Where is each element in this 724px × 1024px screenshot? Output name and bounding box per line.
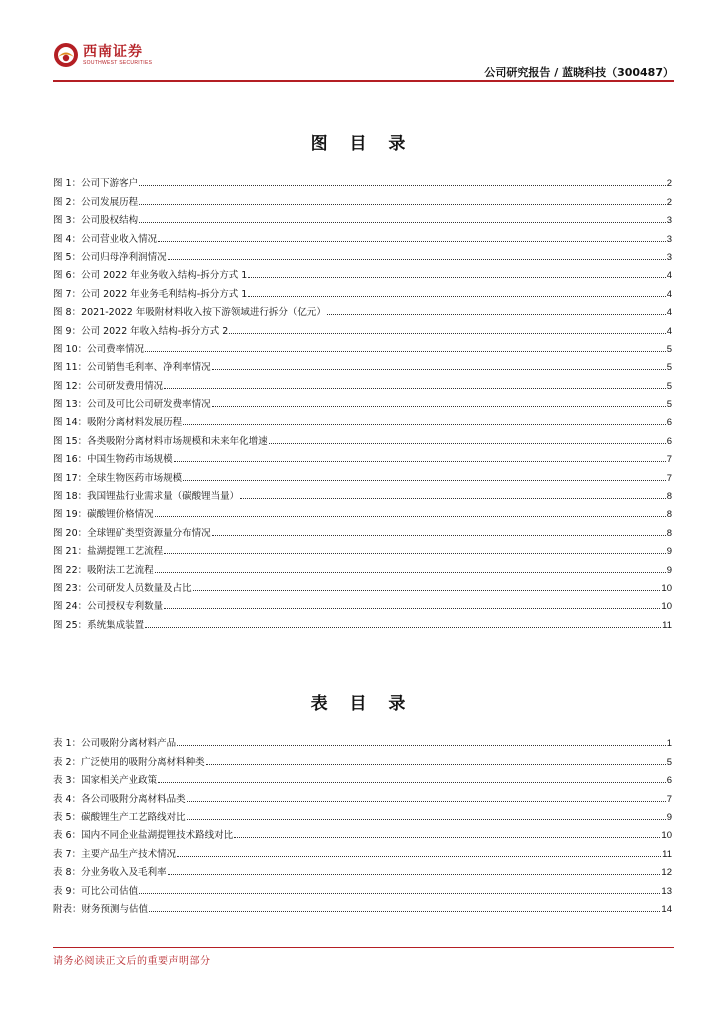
toc-page-number[interactable]: 8 xyxy=(666,527,672,539)
toc-page-number[interactable]: 9 xyxy=(666,811,672,823)
figure-index-entry[interactable] xyxy=(53,410,672,428)
toc-page-number[interactable]: 4 xyxy=(666,307,672,319)
toc-page-number[interactable]: 3 xyxy=(666,233,672,245)
toc-entry-label[interactable]: 表 1：公司吸附分离材料产品 xyxy=(53,738,177,750)
toc-page-number[interactable]: 10 xyxy=(661,582,672,594)
toc-page-number[interactable]: 4 xyxy=(666,288,672,300)
toc-entry-label[interactable]: 图 4：公司营业收入情况 xyxy=(53,233,158,245)
table-index-entry[interactable] xyxy=(53,878,672,896)
toc-entry-label[interactable]: 表 4：各公司吸附分离材料品类 xyxy=(53,793,186,805)
toc-page-number[interactable]: 7 xyxy=(666,472,672,484)
toc-page-number[interactable]: 6 xyxy=(666,417,672,429)
toc-page-number[interactable]: 4 xyxy=(666,270,672,282)
toc-entry-label[interactable]: 图 12：公司研发费用情况 xyxy=(53,380,164,392)
toc-dot-leader xyxy=(139,185,666,186)
brand-name-en: SOUTHWEST SECURITIES xyxy=(83,59,153,66)
toc-page-number[interactable]: 12 xyxy=(661,867,672,879)
toc-dot-leader xyxy=(193,590,661,591)
toc-page-number[interactable]: 9 xyxy=(666,564,672,576)
toc-page-number[interactable]: 5 xyxy=(666,399,672,411)
brand-logo-icon xyxy=(53,42,79,68)
toc-dot-leader xyxy=(177,856,661,857)
toc-dot-leader xyxy=(206,764,666,765)
toc-dot-leader xyxy=(212,535,666,536)
toc-dot-leader xyxy=(177,745,666,746)
figure-index-title: 图 目 录 xyxy=(310,134,414,154)
toc-entry-label[interactable]: 表 3：国家相关产业政策 xyxy=(53,775,158,787)
toc-entry-label[interactable]: 图 25：系统集成装置 xyxy=(53,619,145,631)
toc-entry-label[interactable]: 图 19：碳酸锂价格情况 xyxy=(53,509,154,521)
toc-page-number[interactable]: 6 xyxy=(666,775,672,787)
toc-entry-label[interactable]: 图 17：全球生物医药市场规模 xyxy=(53,472,183,484)
figure-index-entry[interactable] xyxy=(53,465,672,483)
toc-page-number[interactable]: 1 xyxy=(666,738,672,750)
toc-entry-label[interactable]: 图 9：公司 2022 年收入结构-拆分方式 2 xyxy=(53,325,229,337)
toc-page-number[interactable]: 14 xyxy=(661,903,672,915)
toc-dot-leader xyxy=(139,204,666,205)
table-index-entry[interactable] xyxy=(53,786,672,804)
table-index-entry[interactable] xyxy=(53,749,672,767)
toc-entry-label[interactable]: 图 11：公司销售毛利率、净利率情况 xyxy=(53,362,211,374)
toc-dot-leader xyxy=(158,241,666,242)
toc-dot-leader xyxy=(187,801,666,802)
toc-page-number[interactable]: 13 xyxy=(661,885,672,897)
toc-dot-leader xyxy=(164,388,666,389)
figure-index-entry[interactable] xyxy=(53,502,672,520)
toc-page-number[interactable]: 5 xyxy=(666,362,672,374)
toc-entry-label[interactable]: 图 15：各类吸附分离材料市场规模和未来年化增速 xyxy=(53,435,268,447)
toc-dot-leader xyxy=(168,259,666,260)
toc-entry-label[interactable]: 图 7：公司 2022 年业务毛利结构-拆分方式 1 xyxy=(53,288,248,300)
figure-index-entry[interactable] xyxy=(53,245,672,263)
toc-dot-leader xyxy=(139,893,660,894)
toc-entry-label[interactable]: 图 24：公司授权专利数量 xyxy=(53,601,164,613)
toc-dot-leader xyxy=(149,911,660,912)
toc-page-number[interactable]: 8 xyxy=(666,509,672,521)
toc-entry-label[interactable]: 图 2：公司发展历程 xyxy=(53,196,139,208)
toc-entry-label[interactable]: 表 7：主要产品生产技术情况 xyxy=(53,848,177,860)
toc-page-number[interactable]: 4 xyxy=(666,325,672,337)
figure-index-entry[interactable] xyxy=(53,171,672,189)
toc-dot-leader xyxy=(229,333,665,334)
toc-entry-label[interactable]: 图 13：公司及可比公司研发费率情况 xyxy=(53,399,211,411)
toc-dot-leader xyxy=(248,296,665,297)
figure-index-list xyxy=(53,171,672,631)
figure-index-entry[interactable] xyxy=(53,226,672,244)
toc-page-number[interactable]: 7 xyxy=(666,454,672,466)
toc-dot-leader xyxy=(212,369,666,370)
table-index-title: 表 目 录 xyxy=(310,694,414,714)
toc-page-number[interactable]: 6 xyxy=(666,435,672,447)
figure-index-entry[interactable] xyxy=(53,594,672,612)
toc-entry-label[interactable]: 图 6：公司 2022 年业务收入结构-拆分方式 1 xyxy=(53,270,248,282)
toc-dot-leader xyxy=(145,627,661,628)
figure-index-entry[interactable] xyxy=(53,392,672,410)
table-index-entry[interactable] xyxy=(53,897,672,915)
toc-entry-label[interactable]: 图 14：吸附分离材料发展历程 xyxy=(53,417,183,429)
page-header xyxy=(53,40,674,82)
toc-entry-label[interactable]: 表 5：碳酸锂生产工艺路线对比 xyxy=(53,811,186,823)
toc-entry-label[interactable]: 图 23：公司研发人员数量及占比 xyxy=(53,582,192,594)
toc-entry-label[interactable]: 表 9：可比公司估值 xyxy=(53,885,139,897)
toc-page-number[interactable]: 3 xyxy=(666,215,672,227)
toc-entry-label[interactable]: 图 10：公司费率情况 xyxy=(53,343,145,355)
toc-dot-leader xyxy=(183,480,666,481)
toc-dot-leader xyxy=(327,314,666,315)
toc-page-number[interactable]: 10 xyxy=(661,601,672,613)
toc-entry-label[interactable]: 图 22：吸附法工艺流程 xyxy=(53,564,154,576)
brand-logo xyxy=(53,42,152,68)
figure-index-entry[interactable] xyxy=(53,612,672,630)
figure-index-entry[interactable] xyxy=(53,189,672,207)
figure-index-entry[interactable] xyxy=(53,281,672,299)
toc-entry-label[interactable]: 图 18：我国锂盐行业需求量（碳酸锂当量） xyxy=(53,491,240,503)
figure-index-entry[interactable] xyxy=(53,318,672,336)
figure-index-entry[interactable] xyxy=(53,208,672,226)
toc-dot-leader xyxy=(164,608,660,609)
toc-page-number[interactable]: 7 xyxy=(666,793,672,805)
toc-dot-leader xyxy=(145,351,666,352)
toc-dot-leader xyxy=(174,461,666,462)
figure-index-entry[interactable] xyxy=(53,263,672,281)
figure-index-entry[interactable] xyxy=(53,557,672,575)
toc-dot-leader xyxy=(248,277,665,278)
toc-entry-label[interactable]: 表 6：国内不同企业盐湖提锂技术路线对比 xyxy=(53,830,234,842)
table-index-entry[interactable] xyxy=(53,860,672,878)
figure-index-entry[interactable] xyxy=(53,428,672,446)
toc-page-number[interactable]: 2 xyxy=(666,178,672,190)
table-index-entry[interactable] xyxy=(53,823,672,841)
figure-index-entry[interactable] xyxy=(53,337,672,355)
figure-index-entry[interactable] xyxy=(53,355,672,373)
toc-page-number[interactable]: 5 xyxy=(666,343,672,355)
figure-index-entry[interactable] xyxy=(53,373,672,391)
toc-page-number[interactable]: 11 xyxy=(662,619,672,631)
toc-dot-leader xyxy=(158,782,666,783)
toc-entry-label[interactable]: 图 1：公司下游客户 xyxy=(53,178,139,190)
footer-divider xyxy=(53,947,674,948)
figure-index-entry[interactable] xyxy=(53,520,672,538)
brand-name-cn: 西南证券 xyxy=(83,43,143,60)
figure-index-entry[interactable] xyxy=(53,484,672,502)
toc-entry-label[interactable]: 图 5：公司归母净利润情况 xyxy=(53,251,167,263)
toc-page-number[interactable]: 10 xyxy=(661,830,672,842)
toc-dot-leader xyxy=(187,819,666,820)
toc-dot-leader xyxy=(155,516,666,517)
toc-page-number[interactable]: 3 xyxy=(666,251,672,263)
table-index-entry[interactable] xyxy=(53,731,672,749)
toc-page-number[interactable]: 8 xyxy=(666,491,672,503)
toc-entry-label[interactable]: 图 8：2021-2022 年吸附材料收入按下游领域进行拆分（亿元） xyxy=(53,307,326,319)
table-index-entry[interactable] xyxy=(53,805,672,823)
figure-index-entry[interactable] xyxy=(53,300,672,318)
figure-index-entry[interactable] xyxy=(53,447,672,465)
toc-entry-label[interactable]: 表 8：分业务收入及毛利率 xyxy=(53,867,167,879)
toc-entry-label[interactable]: 图 20：全球锂矿类型资源量分布情况 xyxy=(53,527,211,539)
toc-entry-label[interactable]: 图 3：公司股权结构 xyxy=(53,215,139,227)
toc-dot-leader xyxy=(168,874,661,875)
toc-dot-leader xyxy=(183,424,666,425)
toc-dot-leader xyxy=(240,498,666,499)
toc-dot-leader xyxy=(139,222,666,223)
toc-dot-leader xyxy=(234,837,660,838)
figure-index-entry[interactable] xyxy=(53,539,672,557)
toc-entry-label[interactable]: 附表：财务预测与估值 xyxy=(53,903,149,915)
toc-page-number[interactable]: 5 xyxy=(666,380,672,392)
toc-dot-leader xyxy=(155,572,666,573)
toc-entry-label[interactable]: 图 21：盐湖提锂工艺流程 xyxy=(53,546,164,558)
toc-entry-label[interactable]: 图 16：中国生物药市场规模 xyxy=(53,454,173,466)
toc-entry-label[interactable]: 表 2：广泛使用的吸附分离材料种类 xyxy=(53,756,205,768)
toc-page-number[interactable]: 9 xyxy=(666,546,672,558)
table-index-list xyxy=(53,731,672,915)
figure-index-entry[interactable] xyxy=(53,576,672,594)
toc-page-number[interactable]: 11 xyxy=(662,848,672,860)
disclaimer-note: 请务必阅读正文后的重要声明部分 xyxy=(53,956,211,967)
report-title: 公司研究报告 / 蓝晓科技（300487） xyxy=(484,66,674,79)
table-index-entry[interactable] xyxy=(53,768,672,786)
table-index-entry[interactable] xyxy=(53,841,672,859)
toc-dot-leader xyxy=(269,443,666,444)
toc-dot-leader xyxy=(164,553,666,554)
toc-dot-leader xyxy=(212,406,666,407)
toc-page-number[interactable]: 2 xyxy=(666,196,672,208)
toc-page-number[interactable]: 5 xyxy=(666,756,672,768)
header-divider xyxy=(53,80,674,82)
